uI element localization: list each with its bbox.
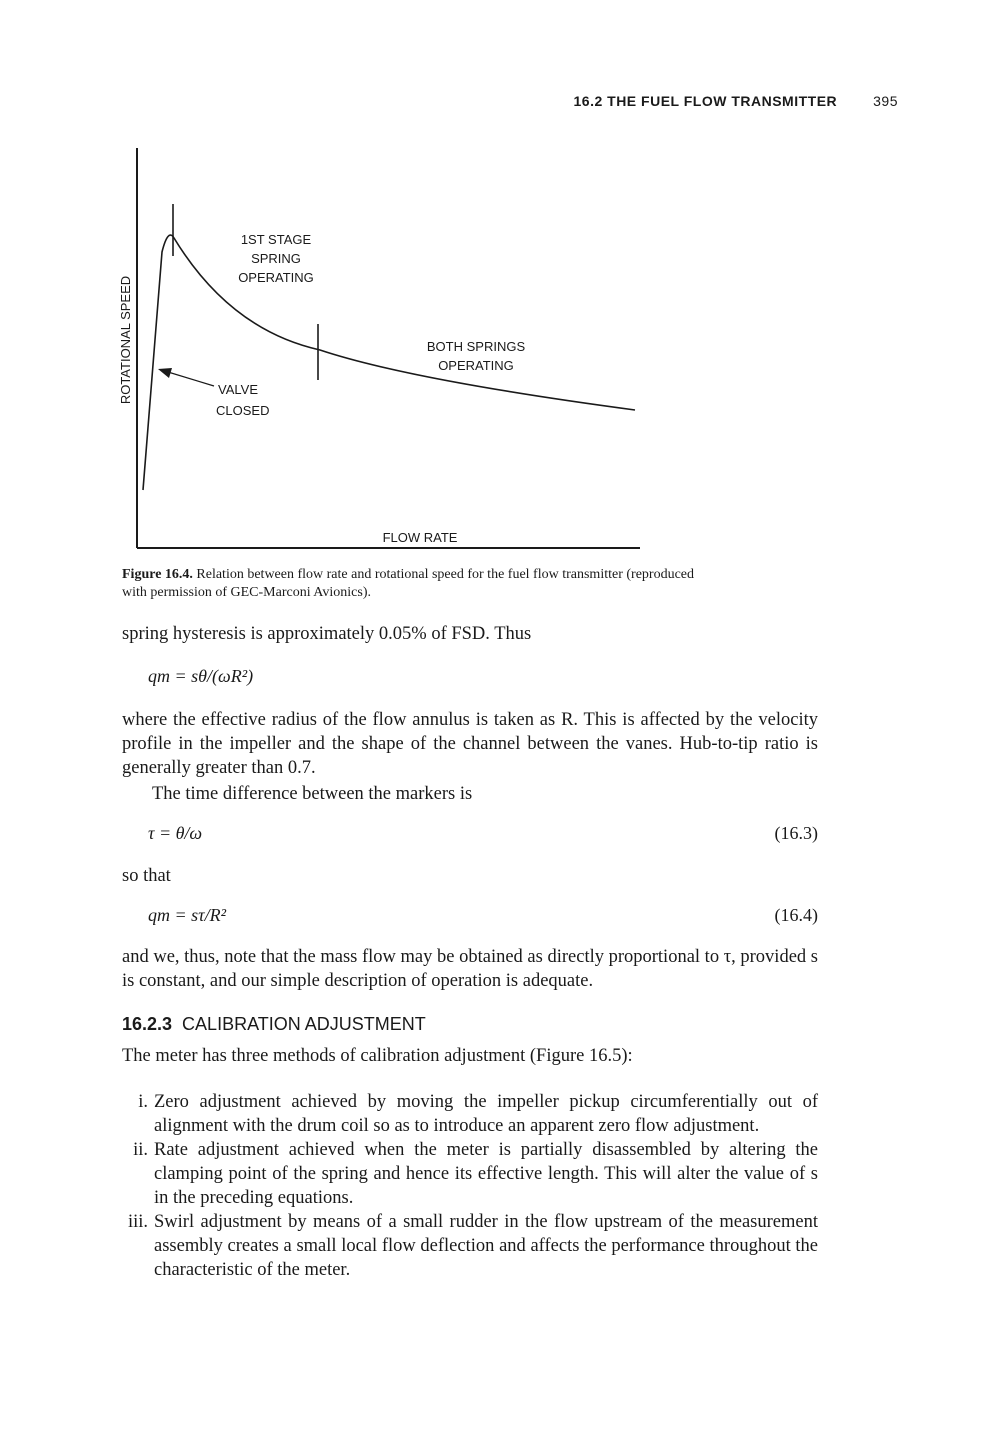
section-title: 16.2 THE FUEL FLOW TRANSMITTER	[573, 93, 838, 109]
flow-speed-figure	[110, 140, 650, 552]
page-number: 395	[873, 93, 898, 109]
speed-curve	[143, 235, 635, 490]
list-item-text: Swirl adjustment by means of a small rudder in the flow upstream of the measurement assembly creates a small local flow deflection and affects the performance throughout the characteristic of the meter.	[154, 1212, 818, 1280]
label-first-stage-1: 1ST STAGE	[240, 232, 312, 247]
section-intro: The meter has three methods of calibration adjustment (Figure 16.5):	[122, 1046, 633, 1066]
list-item	[122, 1138, 818, 1210]
list-marker: i.	[138, 1092, 148, 1112]
paragraph-2: where the effective radius of the flow annulus is taken as R. This is affected by the velocity profile in the impeller and the shape of the channel between the vanes. Hub-to-tip ratio is generally greater than 0.7.	[122, 710, 818, 778]
label-valve-2: CLOSED	[216, 403, 270, 418]
x-axis-label: FLOW RATE	[382, 530, 458, 545]
caption-label: Figure 16.4.	[122, 567, 193, 582]
equation-3-number: (16.4)	[774, 905, 818, 925]
section-number: 16.2.3	[122, 1014, 173, 1034]
list-item-text: Zero adjustment achieved by moving the impeller pickup circumferentially out of alignment with the drum coil so as to introduce an apparent zero flow adjustment.	[154, 1092, 818, 1136]
paragraph-5: and we, thus, note that the mass flow may be obtained as directly proportional to τ, provided s is constant, and our simple description of operation is adequate.	[122, 947, 818, 991]
equation-2-number: (16.3)	[774, 823, 818, 843]
section-heading	[122, 1014, 426, 1035]
label-valve-1: VALVE	[218, 382, 258, 397]
caption-text: Relation between flow rate and rotational speed for the fuel flow transmitter (reproduced with permission of GEC-Marconi Avionics).	[122, 567, 694, 600]
list-item	[122, 1090, 818, 1138]
label-first-stage-2: SPRING	[251, 251, 301, 266]
list-item	[122, 1210, 818, 1282]
paragraph-3: The time difference between the markers is	[152, 784, 473, 804]
list-item-text: Rate adjustment achieved when the meter is partially disassembled by altering the clamping point of the spring and hence its effective length. This will alter the value of s in the preceding equations.	[154, 1140, 818, 1208]
running-head	[574, 93, 899, 109]
valve-arrow-head	[158, 368, 172, 378]
valve-arrow-line	[168, 372, 214, 386]
list-marker: ii.	[133, 1140, 148, 1160]
section-title-text: CALIBRATION ADJUSTMENT	[182, 1014, 426, 1034]
equation-1: qm = sθ/(ωR²)	[148, 666, 254, 686]
equation-2: τ = θ/ω	[148, 823, 203, 843]
paragraph-4: so that	[122, 866, 171, 886]
equation-3: qm = sτ/R²	[148, 905, 226, 925]
label-both-springs-1: BOTH SPRINGS	[426, 339, 526, 354]
label-first-stage-3: OPERATING	[238, 270, 314, 285]
paragraph-1: spring hysteresis is approximately 0.05% of FSD. Thus	[122, 624, 532, 644]
figure-caption	[122, 566, 722, 602]
list-marker: iii.	[127, 1212, 148, 1232]
calibration-methods-list	[122, 1090, 818, 1282]
label-both-springs-2: OPERATING	[438, 358, 514, 373]
y-axis-label: ROTATIONAL SPEED	[118, 275, 133, 405]
